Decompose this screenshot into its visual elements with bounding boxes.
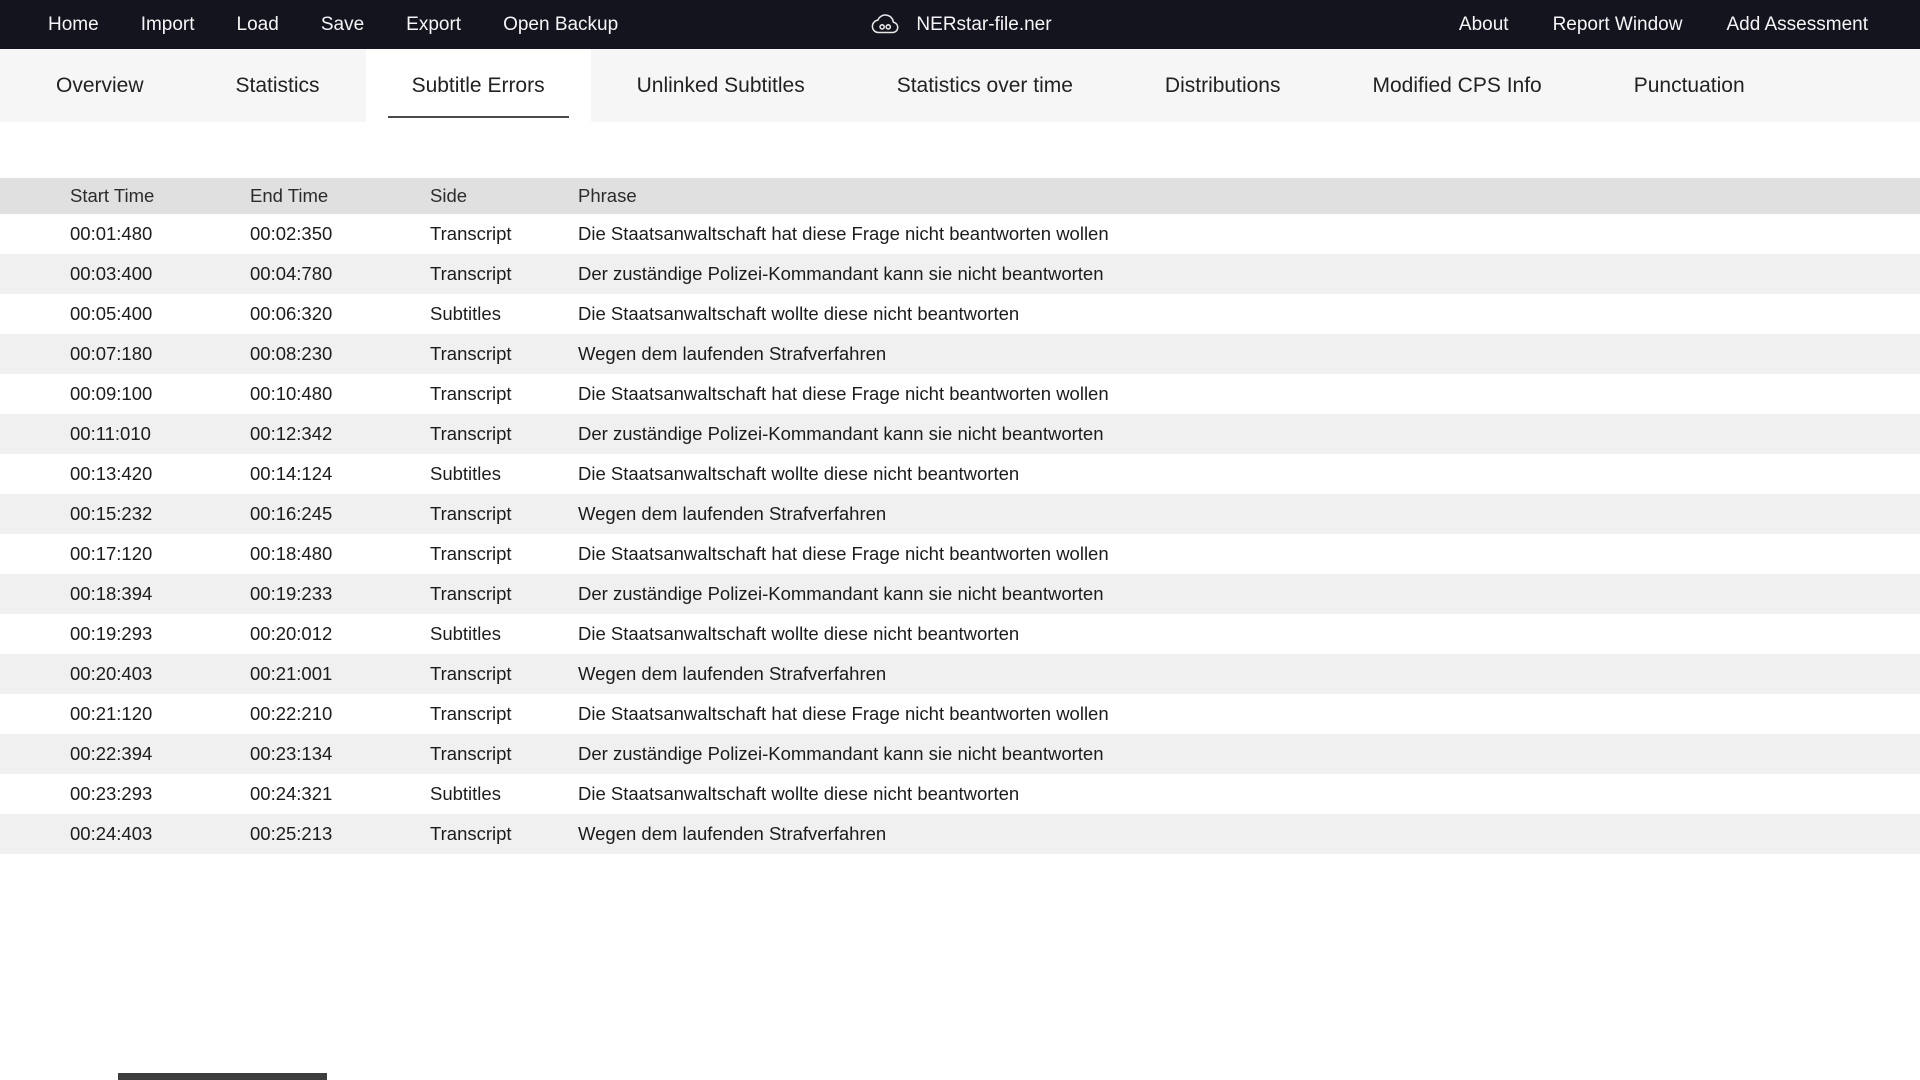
cell-end-time: 00:06:320 bbox=[250, 303, 333, 324]
table-row[interactable] bbox=[0, 814, 1920, 854]
cell-phrase: Die Staatsanwaltschaft hat diese Frage nicht beantworten wollen bbox=[578, 703, 1109, 724]
cell-start-time: 00:24:403 bbox=[70, 823, 153, 844]
menu-item-open-backup[interactable]: Open Backup bbox=[503, 13, 619, 35]
cell-end-time: 00:18:480 bbox=[250, 543, 333, 564]
cell-phrase: Wegen dem laufenden Strafverfahren bbox=[578, 663, 887, 684]
cell-side: Transcript bbox=[430, 343, 512, 364]
column-header-phrase[interactable]: Phrase bbox=[578, 185, 637, 206]
cell-phrase: Wegen dem laufenden Strafverfahren bbox=[578, 343, 887, 364]
cell-start-time: 00:15:232 bbox=[70, 503, 153, 524]
menu-item-save[interactable]: Save bbox=[320, 13, 365, 35]
cell-phrase: Die Staatsanwaltschaft wollte diese nicht beantworten bbox=[578, 783, 1020, 804]
cell-phrase: Die Staatsanwaltschaft wollte diese nicht beantworten bbox=[578, 463, 1020, 484]
table-row[interactable] bbox=[0, 294, 1920, 334]
menu-item-report-window[interactable]: Report Window bbox=[1552, 13, 1683, 35]
cell-phrase: Wegen dem laufenden Strafverfahren bbox=[578, 823, 887, 844]
cell-start-time: 00:21:120 bbox=[70, 703, 153, 724]
menu-item-export[interactable]: Export bbox=[406, 13, 462, 35]
menu-item-load[interactable]: Load bbox=[236, 13, 279, 35]
cell-side: Subtitles bbox=[430, 623, 501, 644]
cell-end-time: 00:02:350 bbox=[250, 223, 333, 244]
cell-side: Transcript bbox=[430, 503, 512, 524]
cell-end-time: 00:04:780 bbox=[250, 263, 333, 284]
cell-side: Transcript bbox=[430, 223, 512, 244]
cell-end-time: 00:19:233 bbox=[250, 583, 333, 604]
menubar-left bbox=[0, 14, 618, 36]
cell-phrase: Wegen dem laufenden Strafverfahren bbox=[578, 503, 887, 524]
cell-start-time: 00:22:394 bbox=[70, 743, 153, 764]
cell-side: Transcript bbox=[430, 703, 512, 724]
table-row[interactable] bbox=[0, 654, 1920, 694]
table-row[interactable] bbox=[0, 374, 1920, 414]
cell-end-time: 00:08:230 bbox=[250, 343, 333, 364]
cell-side: Transcript bbox=[430, 743, 512, 764]
cell-side: Transcript bbox=[430, 383, 512, 404]
cell-phrase: Der zuständige Polizei-Kommandant kann sie nicht beantworten bbox=[578, 743, 1104, 764]
cell-start-time: 00:19:293 bbox=[70, 623, 153, 644]
cell-phrase: Der zuständige Polizei-Kommandant kann sie nicht beantworten bbox=[578, 423, 1104, 444]
table-body bbox=[0, 214, 1920, 854]
cell-side: Transcript bbox=[430, 543, 512, 564]
table-row[interactable] bbox=[0, 614, 1920, 654]
cell-phrase: Die Staatsanwaltschaft hat diese Frage nicht beantworten wollen bbox=[578, 543, 1109, 564]
column-header-start-time[interactable]: Start Time bbox=[70, 185, 155, 206]
cell-end-time: 00:22:210 bbox=[250, 703, 333, 724]
tab-modified-cps-info[interactable]: Modified CPS Info bbox=[1372, 73, 1542, 97]
cell-phrase: Die Staatsanwaltschaft hat diese Frage nicht beantworten wollen bbox=[578, 383, 1109, 404]
column-header-side[interactable]: Side bbox=[430, 185, 468, 206]
cell-start-time: 00:11:010 bbox=[70, 423, 151, 444]
cell-start-time: 00:18:394 bbox=[70, 583, 153, 604]
cell-end-time: 00:12:342 bbox=[250, 423, 333, 444]
current-file bbox=[868, 13, 1051, 37]
cell-end-time: 00:24:321 bbox=[250, 783, 333, 804]
cell-end-time: 00:20:012 bbox=[250, 623, 333, 644]
menu-item-about[interactable]: About bbox=[1458, 13, 1509, 35]
table-row[interactable] bbox=[0, 334, 1920, 374]
menu-item-import[interactable]: Import bbox=[140, 13, 195, 35]
table-row[interactable] bbox=[0, 774, 1920, 814]
cell-phrase: Der zuständige Polizei-Kommandant kann sie nicht beantworten bbox=[578, 583, 1104, 604]
cell-start-time: 00:07:180 bbox=[70, 343, 153, 364]
table-row[interactable] bbox=[0, 734, 1920, 774]
cell-start-time: 00:13:420 bbox=[70, 463, 153, 484]
tab-statistics-over-time[interactable]: Statistics over time bbox=[896, 73, 1073, 97]
table-row[interactable] bbox=[0, 214, 1920, 254]
cell-end-time: 00:23:134 bbox=[250, 743, 333, 764]
cell-side: Subtitles bbox=[430, 303, 501, 324]
table-row[interactable] bbox=[0, 454, 1920, 494]
tab-subtitle-errors[interactable]: Subtitle Errors bbox=[366, 49, 591, 122]
table-row[interactable] bbox=[0, 494, 1920, 534]
table-row[interactable] bbox=[0, 254, 1920, 294]
tab-unlinked-subtitles[interactable]: Unlinked Subtitles bbox=[636, 73, 805, 97]
cell-end-time: 00:10:480 bbox=[250, 383, 333, 404]
cell-start-time: 00:17:120 bbox=[70, 543, 153, 564]
table-row[interactable] bbox=[0, 694, 1920, 734]
tab-overview[interactable]: Overview bbox=[56, 73, 144, 97]
cell-end-time: 00:14:124 bbox=[250, 463, 333, 484]
menu-item-home[interactable]: Home bbox=[48, 13, 99, 35]
cell-side: Subtitles bbox=[430, 783, 501, 804]
table-row[interactable] bbox=[0, 534, 1920, 574]
horizontal-scrollbar-thumb[interactable] bbox=[118, 1073, 327, 1080]
cell-side: Transcript bbox=[430, 423, 512, 444]
cell-end-time: 00:21:001 bbox=[250, 663, 333, 684]
tab-distributions[interactable]: Distributions bbox=[1164, 73, 1281, 97]
menubar-right bbox=[1459, 14, 1920, 36]
menu-item-add-assessment[interactable]: Add Assessment bbox=[1726, 13, 1868, 35]
cell-start-time: 00:05:400 bbox=[70, 303, 153, 324]
cell-end-time: 00:16:245 bbox=[250, 503, 333, 524]
cell-phrase: Der zuständige Polizei-Kommandant kann sie nicht beantworten bbox=[578, 263, 1104, 284]
tabbar bbox=[0, 49, 1920, 122]
table-row[interactable] bbox=[0, 414, 1920, 454]
subtitle-errors-table bbox=[0, 178, 1920, 854]
table-row[interactable] bbox=[0, 574, 1920, 614]
cell-end-time: 00:25:213 bbox=[250, 823, 333, 844]
cell-start-time: 00:01:480 bbox=[70, 223, 153, 244]
column-header-end-time[interactable]: End Time bbox=[250, 185, 329, 206]
cell-phrase: Die Staatsanwaltschaft wollte diese nicht beantworten bbox=[578, 623, 1020, 644]
cell-phrase: Die Staatsanwaltschaft hat diese Frage nicht beantworten wollen bbox=[578, 223, 1109, 244]
cell-start-time: 00:20:403 bbox=[70, 663, 153, 684]
cell-side: Subtitles bbox=[430, 463, 501, 484]
table-header bbox=[0, 178, 1920, 214]
tab-punctuation[interactable]: Punctuation bbox=[1633, 73, 1745, 97]
file-name: NERstar-file.ner bbox=[916, 13, 1052, 35]
cell-side: Transcript bbox=[430, 823, 512, 844]
cell-side: Transcript bbox=[430, 263, 512, 284]
cell-phrase: Die Staatsanwaltschaft wollte diese nicht beantworten bbox=[578, 303, 1020, 324]
cell-start-time: 00:03:400 bbox=[70, 263, 153, 284]
cell-start-time: 00:23:293 bbox=[70, 783, 153, 804]
cell-side: Transcript bbox=[430, 583, 512, 604]
tab-statistics[interactable]: Statistics bbox=[235, 73, 320, 97]
cloud-icon bbox=[868, 13, 902, 37]
cell-start-time: 00:09:100 bbox=[70, 383, 153, 404]
menubar bbox=[0, 0, 1920, 49]
cell-side: Transcript bbox=[430, 663, 512, 684]
